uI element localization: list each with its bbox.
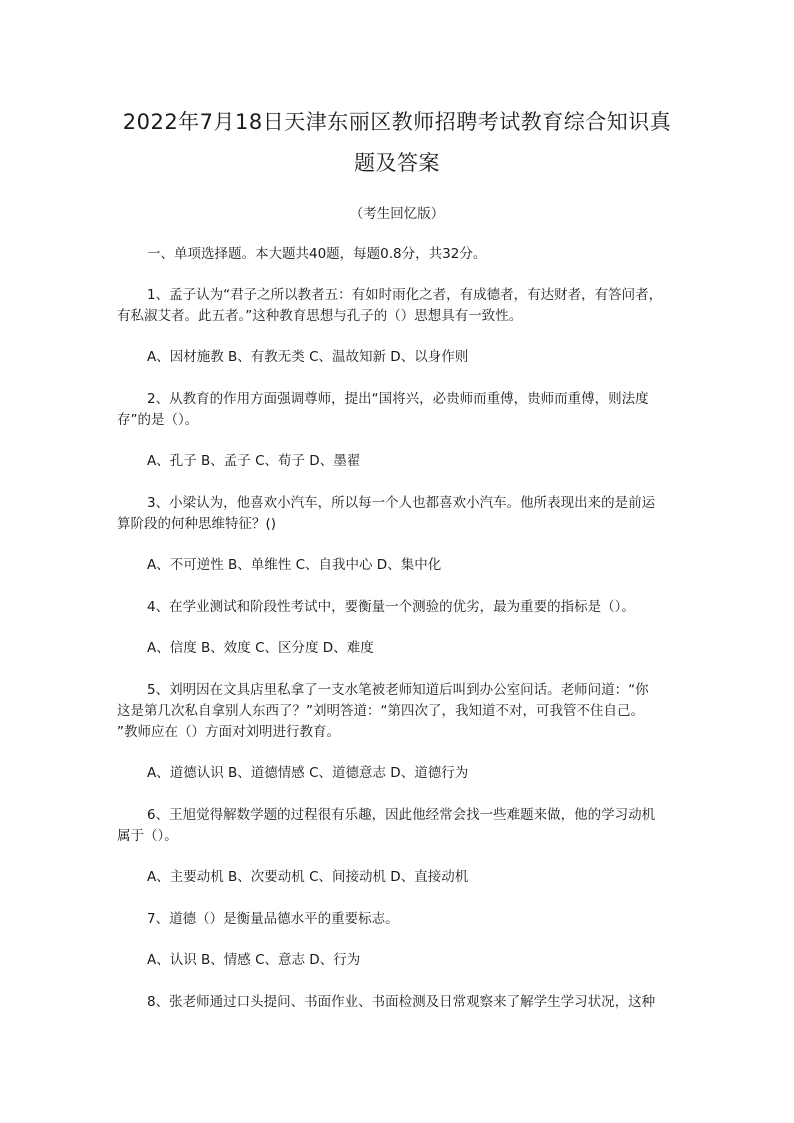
question-3-line-2: 算阶段的何种思维特征？()	[117, 516, 277, 532]
document-title-line-1: 2022年7月18日天津东丽区教师招聘考试教育综合知识真	[122, 110, 672, 134]
question-1-options: A、因材施教 B、有教无类 C、温故知新 D、以身作则	[147, 349, 469, 365]
question-4-options: A、信度 B、效度 C、区分度 D、难度	[147, 640, 374, 656]
question-6-line-1: 6、王旭觉得解数学题的过程很有乐趣，因此他经常会找一些难题来做，他的学习动机	[147, 807, 656, 823]
question-5-line-2: 这是第几次私自拿别人东西了？”刘明答道：“第四次了，我知道不对，可我管不住自己。	[117, 703, 644, 719]
question-2-line-1: 2、从教育的作用方面强调尊师，提出“国将兴，必贵师而重傅，贵师而重傅，则法度	[147, 391, 649, 407]
section-heading: 一、单项选择题。本大题共40题，每题0.8分，共32分。	[147, 246, 487, 262]
question-8-line-1: 8、张老师通过口头提问、书面作业、书面检测及日常观察来了解学生学习状况，这种	[147, 994, 656, 1010]
question-6-line-2: 属于（）。	[117, 828, 178, 844]
question-5-line-3: ”教师应在（）方面对刘明进行教育。	[117, 724, 340, 740]
question-3-line-1: 3、小梁认为，他喜欢小汽车，所以每一个人也都喜欢小汽车。他所表现出来的是前运	[147, 495, 656, 511]
question-5-line-1: 5、刘明因在文具店里私拿了一支水笔被老师知道后叫到办公室问话。老师问道：“你	[147, 682, 649, 698]
question-7-line-1: 7、道德（）是衡量品德水平的重要标志。	[147, 911, 399, 927]
question-2-options: A、孔子 B、孟子 C、荀子 D、墨翟	[147, 453, 361, 469]
question-4-line-1: 4、在学业测试和阶段性考试中，要衡量一个测验的优劣，最为重要的指标是（）。	[147, 599, 635, 615]
question-1-line-1: 1、孟子认为“君子之所以教者五：有如时雨化之者，有成德者，有达财者，有答问者，	[147, 287, 663, 303]
question-3-options: A、不可逆性 B、单维性 C、自我中心 D、集中化	[147, 557, 442, 573]
question-5-options: A、道德认识 B、道德情感 C、道德意志 D、道德行为	[147, 765, 469, 781]
document-subtitle: （考生回忆版）	[349, 206, 445, 222]
document-title-line-2: 题及答案	[354, 151, 440, 175]
question-7-options: A、认识 B、情感 C、意志 D、行为	[147, 952, 361, 968]
question-2-line-2: 存”的是（）。	[117, 412, 199, 428]
question-1-line-2: 有私淑艾者。此五者。”这种教育思想与孔子的（）思想具有一致性。	[117, 308, 523, 324]
question-6-options: A、主要动机 B、次要动机 C、间接动机 D、直接动机	[147, 869, 469, 885]
